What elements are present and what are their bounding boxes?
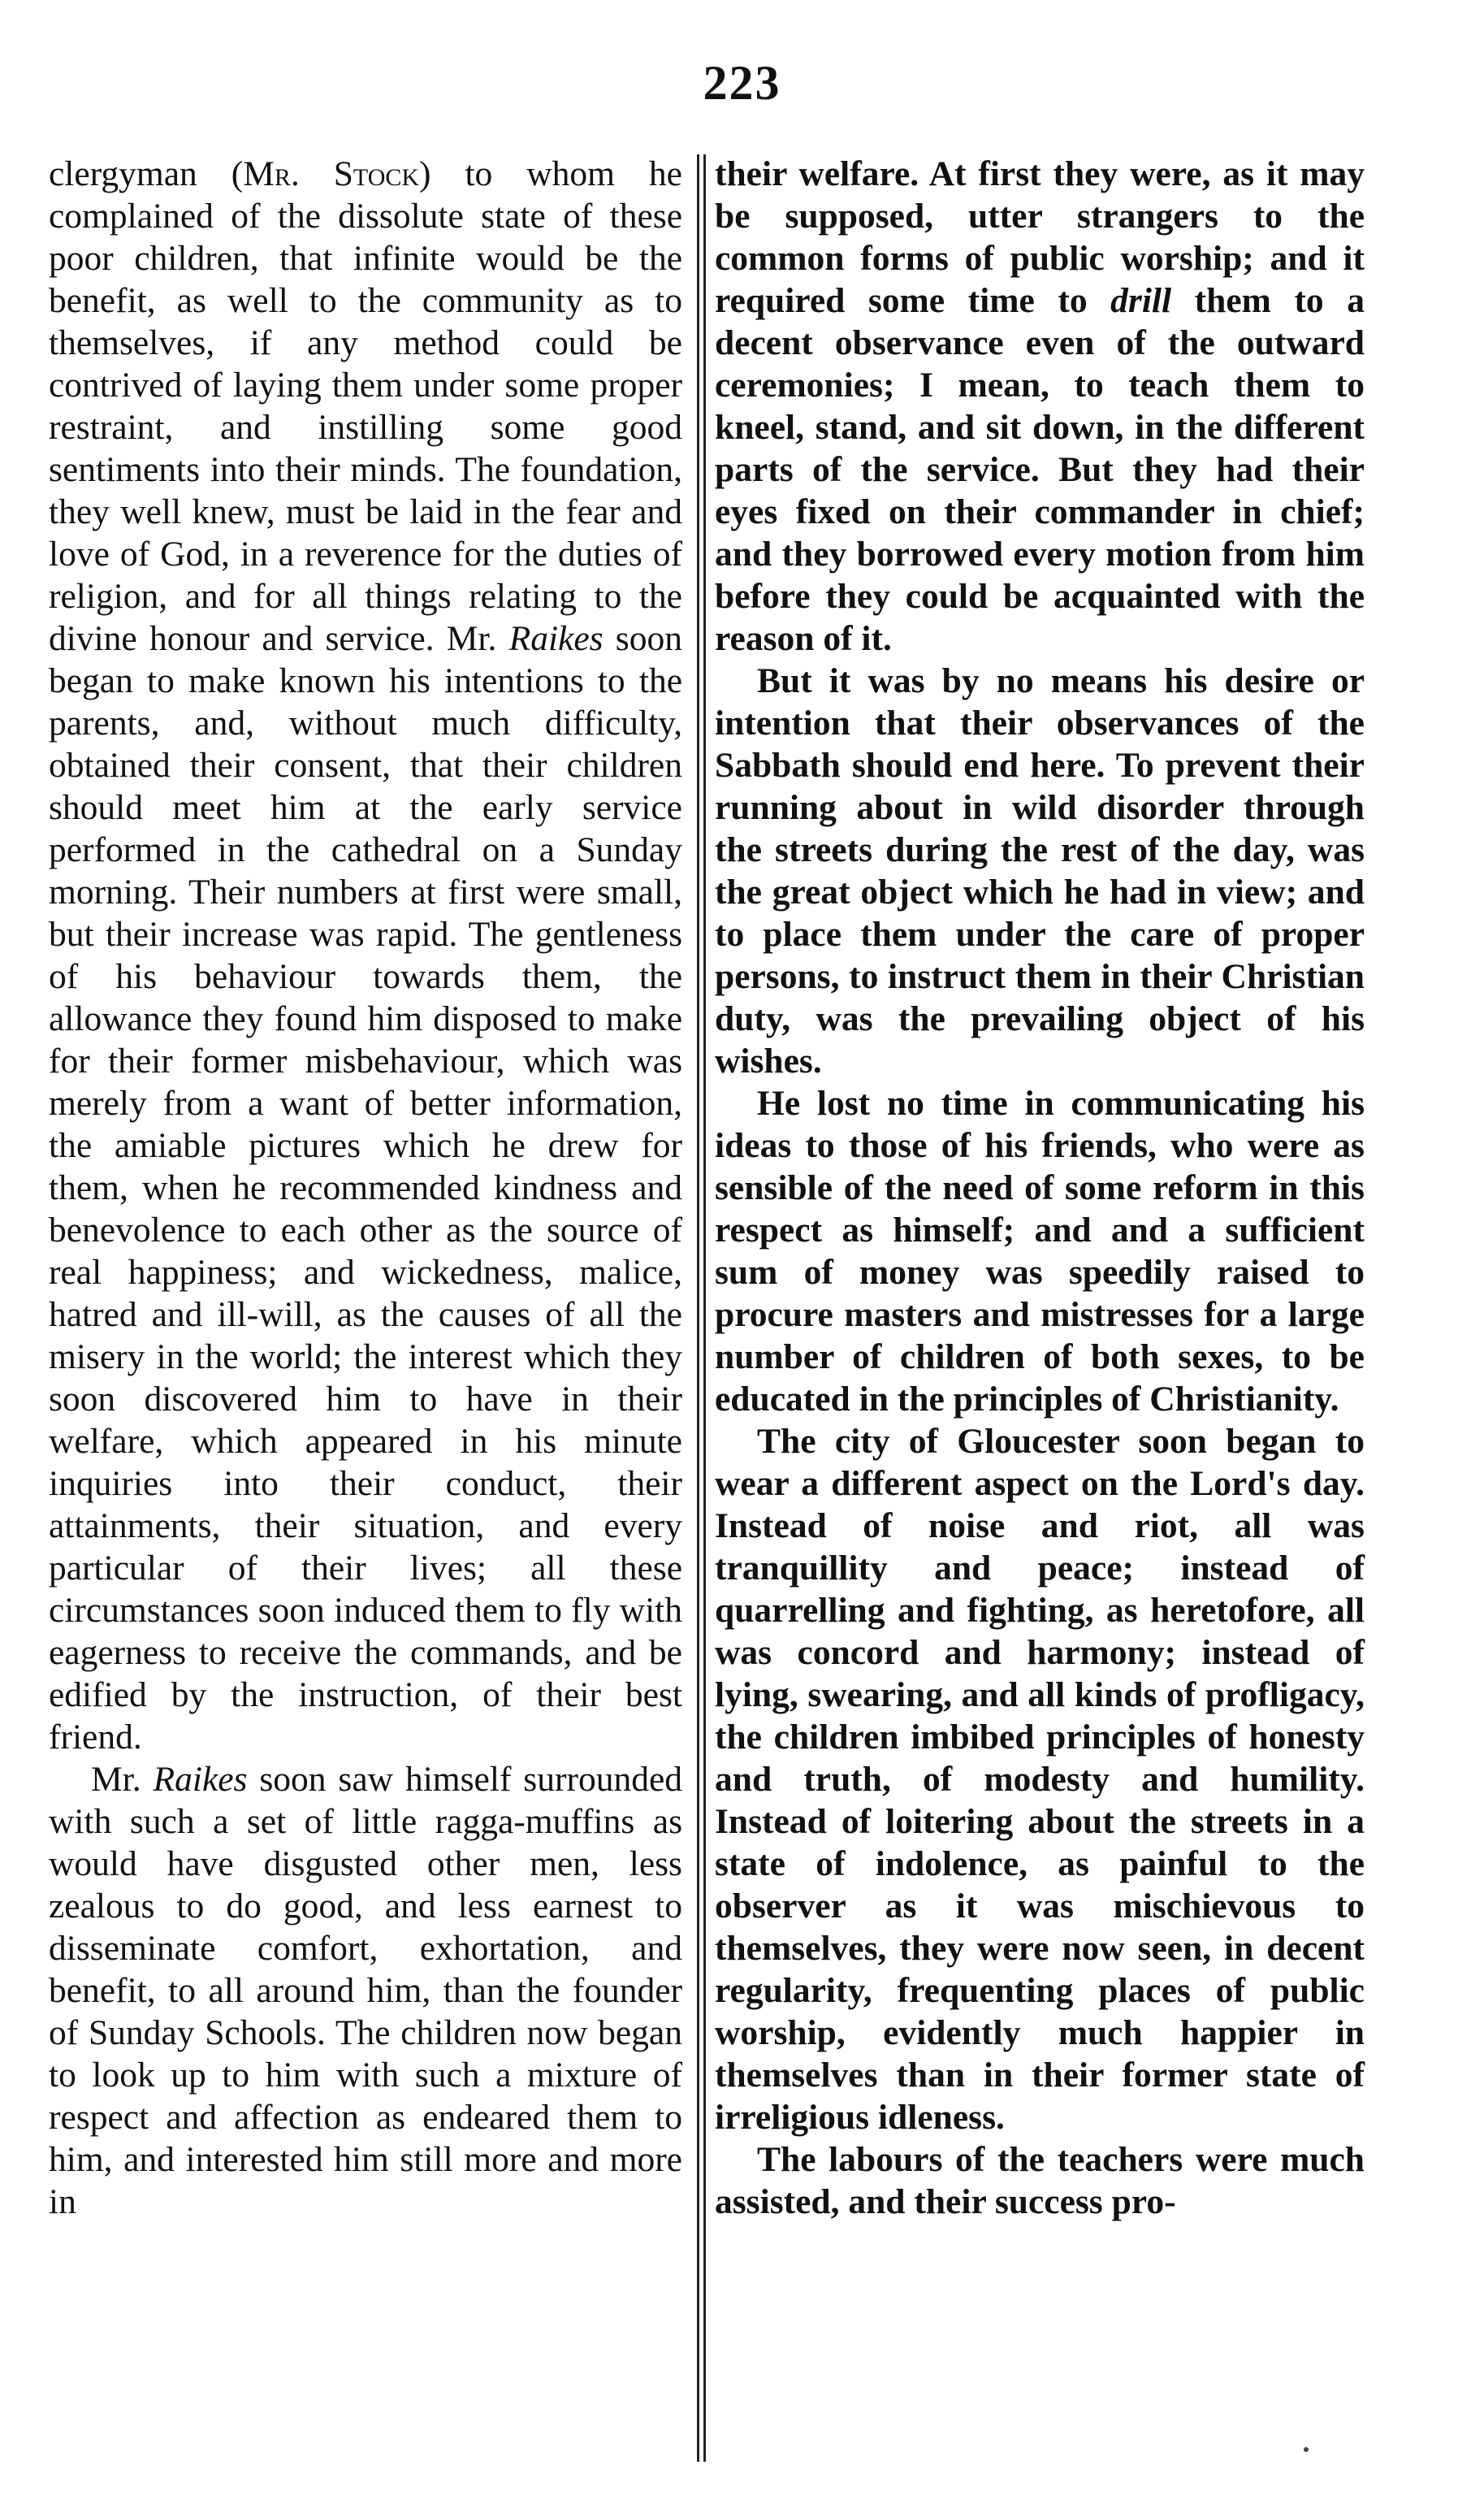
text-run: ) to whom he complained of the dissolute state of these poor children, that infinite would be the benefit, as well to the community as to themselves, if any method could be contrived of laying them under some proper restraint, and instilling some good sentiments into their minds. The foundation, they well knew, must be laid in the fear and love of God, in a reverence for the duties of religion, and for all things relating to the divine honour and service. Mr.	[49, 154, 682, 658]
paragraph: The labours of the teachers were much assisted, and their success pro-	[715, 2140, 1365, 2221]
paragraph	[49, 153, 682, 1758]
text-run: Mr.	[91, 1760, 154, 1799]
text-run: soon began to make known his intentions to the parents, and, without much difficulty, obtained their consent, that their children should meet him at the early service performed in the cathedral on a Sunday morning. Their numbers at first were small, but their increase was rapid. The gentleness of his behaviour towards them, the allowance they found him disposed to make for their former misbehaviour, which was merely from a want of better information, the amiable pictures which he drew for them, when he recommended kindness and benevolence to each other as the source of real happiness; and wickedness, malice, hatred and ill-will, as the causes of all the misery in the world; the interest which they soon discovered him to have in their welfare, which appeared in his minute inquiries into their conduct, their attainments, their situation, and every particular of their lives; all these circumstances soon induced them to fly with eagerness to receive the commands, and be edified by the instruction, of their best friend.	[49, 619, 682, 1757]
column-divider-rule-inner	[703, 154, 706, 2462]
column-divider-rule	[697, 154, 699, 2462]
text-run: them to a decent observance even of the outward ceremonies; I mean, to teach them to kneel, stand, and sit down, in the different parts of the service. But they had their eyes fixed on their commander in chief; and they borrowed every motion from him before they could be acquainted with the reason of it.	[715, 281, 1365, 658]
right-column	[715, 153, 1365, 2223]
text-run: their welfare. At first they were, as it may be supposed, utter strangers to the common forms of public worship; and it required some time to	[715, 154, 1365, 320]
italic-word: drill	[1110, 281, 1172, 320]
person-name-italic: Raikes	[508, 619, 604, 658]
paragraph	[715, 153, 1365, 660]
text-run: soon saw himself surrounded with such a set of little ragga-muffins as would have disgusted other men, less zealous to do good, and less earnest to disseminate comfort, exhortation, and benefit, to all around him, than the founder of Sunday Schools. The children now began to look up to him with such a mixture of respect and affection as endeared them to him, and interested him still more and more in	[49, 1760, 683, 2221]
paragraph: He lost no time in communicating his ideas to those of his friends, who were as sensible of the need of some reform in this respect as himself; and and a sufficient sum of money was speedily raised to procure masters and mistresses for a large number of children of both sexes, to be educated in the principles of Christianity.	[715, 1084, 1365, 1419]
person-name-smallcaps: Mr. Stock	[243, 154, 420, 193]
paragraph: The city of Gloucester soon began to wear a different aspect on the Lord's day. Instead of noise and riot, all was tranquillity and peace; instead of quarrelling and fighting, as heretofore, all was concord and harmony; instead of lying, swearing, and all kinds of profligacy, the children imbibed principles of honesty and truth, of modesty and humility. Instead of loitering about the streets in a state of indolence, as painful to the observer as it was mischievous to themselves, they were now seen, in decent regularity, frequenting places of public worship, evidently much happier in themselves than in their former state of irreligious idleness.	[715, 1422, 1365, 2137]
person-name-italic: Raikes	[153, 1760, 248, 1799]
ink-speck	[1304, 2447, 1309, 2452]
paragraph	[49, 1758, 682, 2223]
page-number: 223	[703, 56, 781, 110]
left-column	[49, 153, 682, 2223]
text-run: clergyman (	[49, 154, 244, 193]
paragraph: But it was by no means his desire or intention that their observances of the Sabbath should end here. To prevent their running about in wild disorder through the streets during the rest of the day, was the great object which he had in view; and to place them under the care of proper persons, to instruct them in their Christian duty, was the prevailing object of his wishes.	[715, 661, 1365, 1081]
